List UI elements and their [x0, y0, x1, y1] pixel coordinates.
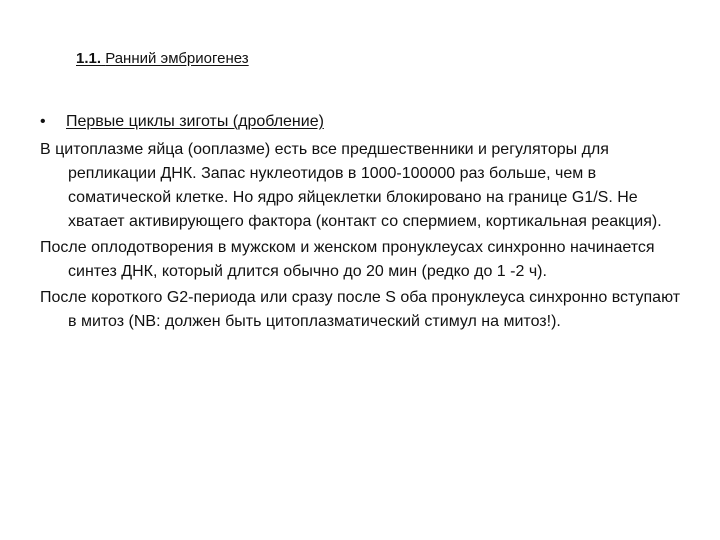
slide-title-number: 1.1. — [76, 50, 102, 67]
paragraph-mitosis: После короткого G2-периода или сразу после S оба пронуклеуса синхронно вступают в митоз (NB: должен быть цитоплазматический стимул на митоз!). — [40, 289, 681, 330]
paragraph-fertilization: После оплодотворения в мужском и женском пронуклеусах синхронно начинается синтез ДНК, который длится обычно до 20 мин (редко до 1 -2 ч). — [40, 239, 655, 280]
bullet-item — [40, 110, 690, 134]
slide-title — [76, 50, 249, 67]
slide-title-text: Ранний эмбриогенез — [105, 50, 249, 67]
paragraph-ooplasm: В цитоплазме яйца (ооплазме) есть все предшественники и регуляторы для репликации ДНК. Запас нуклеотидов в 1000-100000 раз больше, чем в соматической клетке. Но ядро яйцеклетки блокировано на границе G1/S. Не хватает активирующего фактора (контакт со спермием, кортикальная реакция). — [40, 141, 662, 230]
bullet-heading: Первые циклы зиготы (дробление) — [66, 113, 324, 130]
slide-content — [40, 110, 690, 336]
bullet-icon: • — [40, 113, 46, 130]
